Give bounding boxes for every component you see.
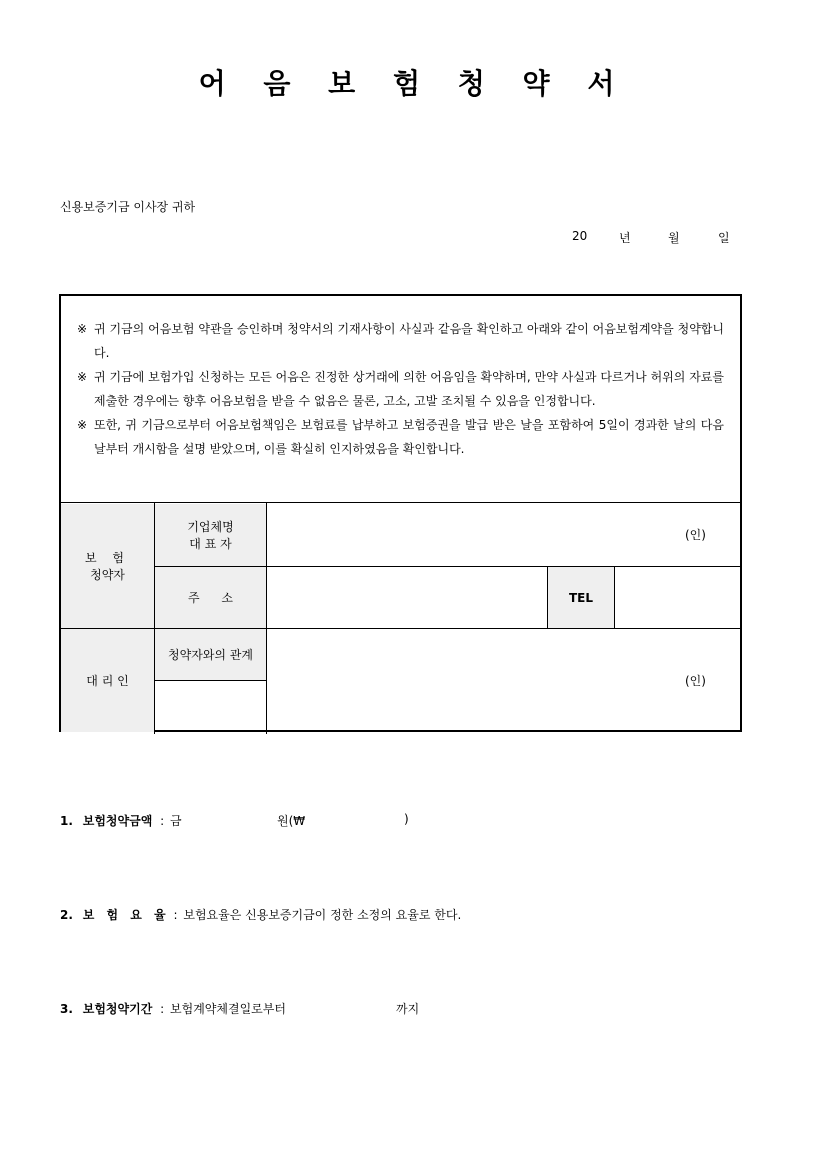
won-unit: 원(₩ — [277, 814, 306, 828]
grid-line — [61, 628, 740, 629]
representative-label: 대 표 자 — [189, 537, 232, 551]
tel-label-cell — [548, 567, 614, 628]
agent-label-cell — [61, 629, 154, 732]
relation-label: 청약자와의 관계 — [168, 648, 253, 662]
notice-text: 귀 기금의 어음보험 약관을 승인하며 청약서의 기재사항이 사실과 같음을 확인하고 아래와 같이 어음보험계약을 청약합니다. — [94, 322, 724, 360]
grid-line — [154, 680, 266, 681]
document-title: 어 음 보 험 청 약 서 — [198, 67, 629, 100]
date-year-label: 년 — [619, 231, 631, 245]
company-name-label: 기업체명 — [187, 520, 234, 534]
tel-field[interactable] — [615, 567, 740, 628]
item-text: 보험요율은 신용보증기금이 정한 소정의 요율로 한다. — [183, 908, 462, 922]
notice-item — [77, 317, 724, 365]
applicant-label: 청약자 — [90, 568, 125, 582]
notice-text: 또한, 귀 기금으로부터 어음보험책임은 보험료를 납부하고 보험증권을 발급 받은 날을 포함하여 5일이 경과한 날의 다음날부터 개시함을 설명 받았으며, 이를 확실히 인지하였음을 확인합니다. — [94, 418, 724, 456]
notice-section — [61, 296, 740, 503]
address-label: 주 소 — [188, 591, 233, 605]
agent-seal-mark: (인) — [685, 674, 706, 688]
item-label: 보험청약기간 — [82, 1002, 153, 1016]
addressee: 신용보증기금 이사장 귀하 — [60, 200, 196, 214]
applicant-label-cell — [61, 504, 154, 628]
grid-line — [614, 566, 615, 628]
item-number: 3. — [60, 1002, 73, 1016]
address-label-cell — [155, 567, 266, 628]
grid-line — [547, 566, 548, 628]
agent-info-field[interactable] — [267, 629, 740, 732]
reference-mark: ※ — [77, 322, 88, 336]
item-separator: : — [173, 908, 178, 922]
tel-label: TEL — [568, 590, 594, 605]
grid-line — [154, 503, 155, 734]
insured-amount-line — [60, 812, 182, 829]
reference-mark: ※ — [77, 418, 88, 432]
date-day-label: 일 — [718, 231, 730, 245]
insurance-rate-line — [60, 906, 461, 923]
company-label-cell — [155, 504, 266, 566]
date-year-prefix: 20 — [572, 229, 588, 243]
notice-item — [77, 365, 724, 413]
notice-text: 귀 기금에 보험가입 신청하는 모든 어음은 진정한 상거래에 의한 어음임을 확약하며, 만약 사실과 다르거나 허위의 자료를 제출한 경우에는 향후 어음보험을 받을 수 없음은 물론, 고소, 고발 조치될 수 있음을 인정합니다. — [94, 370, 724, 408]
close-paren: ) — [404, 812, 409, 826]
agent-label: 대 리 인 — [86, 674, 129, 688]
item-separator: : — [160, 814, 165, 828]
reference-mark: ※ — [77, 370, 88, 384]
item-label: 보험청약금액 — [82, 814, 153, 828]
company-name-field[interactable] — [267, 504, 740, 566]
insurance-period-line — [60, 1000, 286, 1017]
item-number: 2. — [60, 908, 73, 922]
item-text: 보험계약체결일로부터 — [170, 1002, 286, 1016]
relation-label-cell — [155, 629, 266, 680]
application-form-box — [59, 294, 742, 732]
relation-field[interactable] — [155, 681, 266, 732]
item-separator: : — [160, 1002, 165, 1016]
applicant-label: 보 험 — [85, 551, 130, 565]
seal-mark: (인) — [685, 528, 706, 542]
date-month-label: 월 — [668, 231, 680, 245]
until-label: 까지 — [396, 1002, 420, 1016]
grid-line — [266, 503, 267, 734]
grid-line — [154, 566, 740, 567]
notice-item — [77, 413, 724, 461]
item-text: 금 — [170, 814, 182, 828]
address-field[interactable] — [267, 567, 547, 628]
item-number: 1. — [60, 814, 73, 828]
item-label: 보 험 요 율 — [82, 908, 170, 922]
